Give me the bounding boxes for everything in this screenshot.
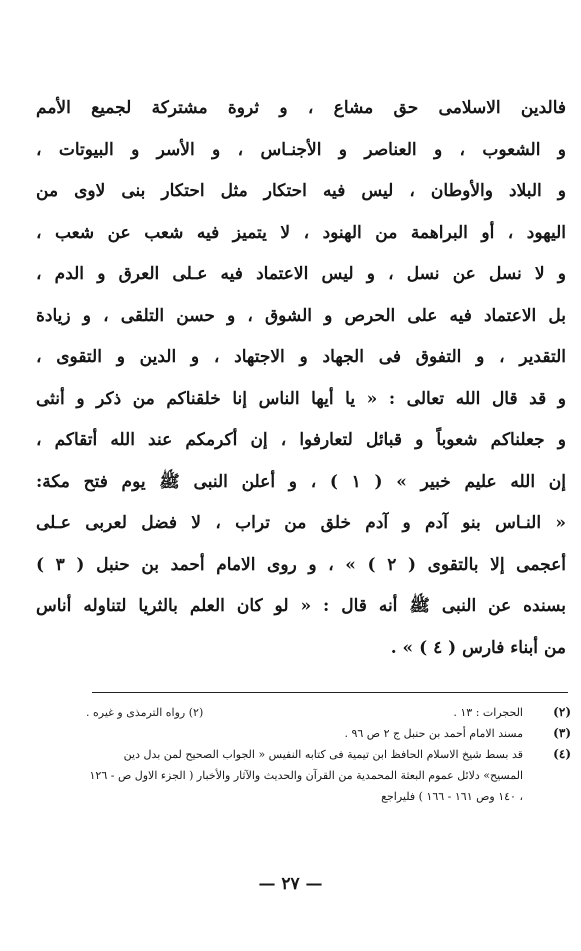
footnote-text: قد بسط شيخ الاسلام الحافظ ابن تيمية فى كتابه النفيس « الجواب الصحيح لمن بدل دين المسيح» دلائل عموم البعثة المحمدية من القرآن والحديث والآثار والأخبار ( الجزء الاول ص - ١٢٦ ، ١٤٠ وص ١٦١ - ١٦٦ ) فليراجع — [89, 748, 523, 803]
footnote-divider — [92, 692, 568, 693]
body-line: و قد قال الله تعالى : « يا أيها الناس إنا خلقناكم من ذكر و أنثى — [36, 388, 566, 409]
footnote-number: (٤) — [553, 747, 571, 761]
body-line: بسنده عن النبى ﷺ أنه قال : « لو كان العلم بالثريا لتناوله أناس — [36, 596, 566, 616]
footnote — [86, 723, 571, 744]
body-line: من أبناء فارس ( ٤ ) » . — [390, 637, 566, 658]
footnote-number: (٣) — [553, 726, 571, 740]
footnote — [86, 702, 571, 723]
body-line: التقدير ، و التفوق فى الجهاد و الاجتهاد ، و الدين و التقوى ، — [36, 347, 566, 367]
footnotes — [86, 702, 571, 807]
body-line: فالدين الاسلامى حق مشاع ، و ثروة مشتركة لجميع الأمم — [36, 98, 566, 118]
page-number: — ٢٧ — — [258, 874, 323, 894]
footnote-number: (٢) — [553, 705, 571, 719]
body-line: « النـاس بنو آدم و آدم خلق من تراب ، لا فضل لعربى عـلى — [36, 513, 566, 533]
footnote-text: (٢) رواه الترمذى و غيره . — [86, 706, 204, 719]
body-line: و الشعوب ، و العناصر و الأجنـاس ، و الأسر و البيوتات ، — [36, 139, 566, 160]
body-line: اليهود ، أو البراهمة من الهنود ، لا يتميز فيه شعب عن شعب ، — [36, 222, 566, 243]
body-line: و البلاد والأوطان ، ليس فيه احتكار مثل احتكار بنى لاوى من — [36, 181, 566, 201]
body-line: بل الاعتماد فيه على الحرص و الشوق ، و حسن التلقى ، و زيادة — [36, 305, 566, 326]
body-line: إن الله عليم خبير » ( ١ ) ، و أعلن النبى ﷺ يوم فتح مكة: — [36, 471, 566, 492]
footnote-text: الحجرات : ١٣ . — [453, 706, 523, 719]
body-text — [36, 88, 566, 669]
body-line: و جعلناكم شعوباً و قبائل لتعارفوا ، إن أكرمكم عند الله أتقاكم ، — [36, 430, 566, 450]
body-line: و لا نسل عن نسل ، و ليس الاعتماد فيه عـلى العرق و الدم ، — [36, 264, 566, 284]
footnote — [86, 744, 571, 807]
footnote-text: مسند الامام أحمد بن حنبل ج ٢ ص ٩٦ . — [344, 727, 523, 740]
body-line: أعجمى إلا بالتقوى ( ٢ ) » ، و روى الامام أحمد بن حنبل ( ٣ ) — [36, 554, 566, 575]
